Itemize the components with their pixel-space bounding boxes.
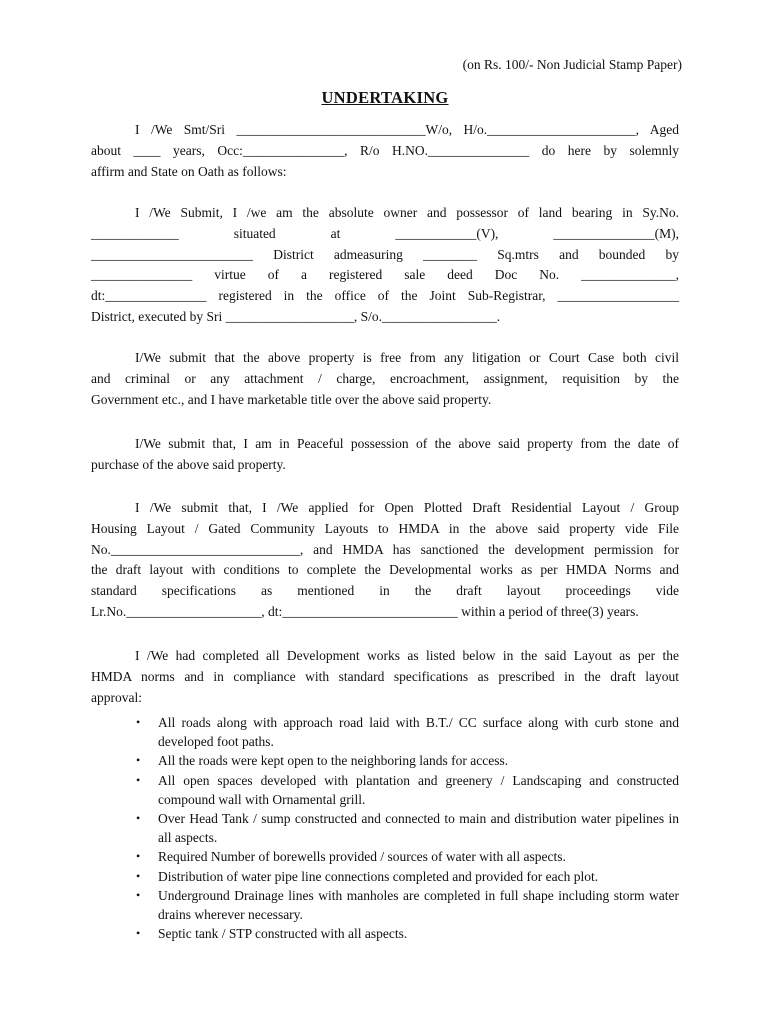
layout-application-line: standard specifications as mentioned in the draft layout proceedings vide bbox=[91, 583, 679, 599]
ownership-line: _______________ virtue of a registered sale deed Doc No. ______________, bbox=[91, 267, 679, 283]
list-item-text: Distribution of water pipe line connections completed and provided for each plot. bbox=[158, 868, 599, 884]
list-item-text: Over Head Tank / sump constructed and connected to main and distribution water pipelines in all aspects. bbox=[158, 811, 679, 846]
bullet-icon: • bbox=[136, 753, 141, 768]
ownership-paragraph bbox=[91, 203, 679, 328]
list-item bbox=[91, 809, 679, 847]
ownership-line: I /We Submit, I /we am the absolute owner and possessor of land bearing in Sy.No. bbox=[135, 205, 679, 220]
intro-line: about ____ years, Occ:_______________, R/o H.NO._______________ do here by solemnly bbox=[91, 142, 679, 158]
list-item-text: All open spaces developed with plantation and greenery / Landscaping and constructed compound wall with Ornamental grill. bbox=[158, 772, 679, 807]
ownership-line: _____________ situated at ____________(V), _______________(M), bbox=[91, 225, 679, 241]
bullet-icon: • bbox=[136, 887, 141, 902]
list-item bbox=[91, 924, 679, 943]
litigation-line: I/We submit that the above property is free from any litigation or Court Case both civil bbox=[135, 350, 679, 365]
development-line: HMDA norms and in compliance with standard specifications as prescribed in the draft layout bbox=[91, 668, 679, 684]
list-item-text: Septic tank / STP constructed with all aspects. bbox=[158, 926, 408, 942]
list-item bbox=[91, 867, 679, 886]
layout-application-line: Housing Layout / Gated Community Layouts to HMDA in the above said property vide File bbox=[91, 520, 679, 536]
ownership-line: dt:_______________ registered in the office of the Joint Sub-Registrar, __________________ bbox=[91, 288, 679, 304]
development-line: approval: bbox=[91, 689, 142, 705]
list-item bbox=[91, 886, 679, 924]
development-paragraph bbox=[91, 646, 679, 708]
list-item-text: All roads along with approach road laid with B.T./ CC surface along with curb stone and developed foot paths. bbox=[158, 715, 679, 750]
possession-line: I/We submit that, I am in Peaceful possession of the above said property from the date of bbox=[135, 436, 679, 451]
possession-paragraph bbox=[91, 434, 679, 476]
list-item bbox=[91, 771, 679, 809]
litigation-paragraph bbox=[91, 348, 679, 410]
intro-line: I /We Smt/Sri ____________________________W/o, H/o.______________________, Aged bbox=[135, 122, 679, 137]
list-item-text: Underground Drainage lines with manholes are completed in full shape including storm water drains wherever necessary. bbox=[158, 887, 679, 923]
layout-application-paragraph bbox=[91, 498, 679, 623]
layout-application-line: the draft layout with conditions to complete the Developmental works as per HMDA Norms and bbox=[91, 562, 679, 578]
development-line: I /We had completed all Development works as listed below in the said Layout as per the bbox=[135, 648, 679, 663]
intro-line: affirm and State on Oath as follows: bbox=[91, 163, 287, 179]
layout-application-line: No.____________________________, and HMDA has sanctioned the development permission for bbox=[91, 541, 679, 557]
bullet-icon: • bbox=[136, 772, 141, 787]
stamp-paper-note: (on Rs. 100/- Non Judicial Stamp Paper) bbox=[462, 57, 682, 72]
litigation-line: Government etc., and I have marketable title over the above said property. bbox=[91, 391, 492, 407]
list-item bbox=[91, 847, 679, 866]
list-item bbox=[91, 713, 679, 751]
bullet-icon: • bbox=[136, 811, 141, 826]
intro-paragraph bbox=[91, 120, 679, 182]
bullet-icon: • bbox=[136, 715, 141, 729]
layout-application-line: I /We submit that, I /We applied for Open Plotted Draft Residential Layout / Group bbox=[135, 500, 679, 515]
ownership-line: District, executed by Sri ___________________, S/o._________________. bbox=[91, 308, 501, 324]
list-item-text: Required Number of borewells provided / sources of water with all aspects. bbox=[158, 849, 566, 865]
litigation-line: and criminal or any attachment / charge, encroachment, assignment, requisition by the bbox=[91, 370, 679, 386]
bullet-icon: • bbox=[136, 926, 141, 941]
bullet-icon: • bbox=[136, 868, 141, 883]
list-item bbox=[91, 751, 679, 770]
list-item-text: All the roads were kept open to the neighboring lands for access. bbox=[158, 753, 509, 769]
bullet-icon: • bbox=[136, 849, 141, 864]
layout-application-line: Lr.No.____________________, dt:__________________________ within a period of three(3) years. bbox=[91, 603, 639, 619]
possession-line: purchase of the above said property. bbox=[91, 456, 286, 472]
ownership-line: ________________________ District admeasuring ________ Sq.mtrs and bounded by bbox=[91, 246, 679, 262]
document-title: UNDERTAKING bbox=[321, 88, 449, 107]
development-works-list bbox=[91, 713, 679, 943]
